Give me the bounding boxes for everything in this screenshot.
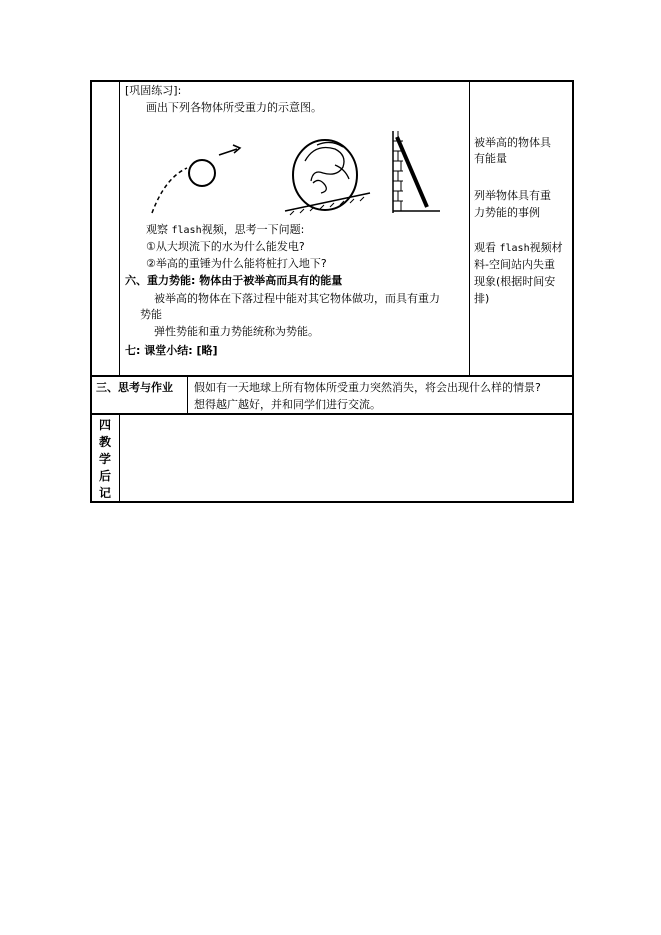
question-2: ②举高的重锤为什么能将桩打入地下? bbox=[146, 257, 327, 270]
reflection-char-4: 后 bbox=[98, 469, 111, 483]
col-divider-left bbox=[119, 80, 120, 376]
observe-prefix: 观察 bbox=[146, 223, 172, 236]
section-6-line-2: 势能 bbox=[140, 308, 162, 321]
observe-flash-word: flash bbox=[171, 225, 202, 236]
section-6-line-3: 弹性势能和重力势能统称为势能。 bbox=[154, 325, 319, 338]
reflection-char-3: 学 bbox=[98, 452, 111, 466]
ladder-bar bbox=[397, 137, 427, 207]
slope-line bbox=[285, 193, 370, 211]
side-note-3-suffix: 视频材 bbox=[529, 241, 563, 254]
table-border-top bbox=[90, 80, 574, 82]
rock-texture bbox=[305, 142, 349, 193]
side-note-3-line-c: 现象(根据时间安 bbox=[474, 275, 556, 288]
col-divider-right bbox=[469, 80, 470, 376]
section-6-title: 六、重力势能: 物体由于被举高而具有的能量 bbox=[125, 274, 343, 287]
reflection-char-1: 四 bbox=[98, 418, 111, 432]
side-note-1-line-b: 有能量 bbox=[474, 152, 507, 165]
side-note-3-prefix: 观看 bbox=[474, 241, 500, 254]
section-7-title: 七: 课堂小结: [略] bbox=[125, 344, 218, 357]
homework-text-line-2: 想得越广越好，并和同学们进行交流。 bbox=[194, 398, 381, 411]
section-6-line-1: 被举高的物体在下落过程中能对其它物体做功，而具有重力 bbox=[154, 292, 440, 305]
exercise-heading: [巩固练习]: bbox=[125, 84, 182, 97]
reflection-char-5: 记 bbox=[98, 486, 111, 500]
side-note-2-line-b: 力势能的事例 bbox=[474, 206, 540, 219]
side-note-3-line-a bbox=[474, 240, 563, 257]
observe-prompt bbox=[146, 222, 304, 239]
exercise-instruction: 画出下列各物体所受重力的示意图。 bbox=[146, 101, 322, 114]
question-1: ①从大坝流下的水为什么能发电? bbox=[146, 240, 305, 253]
homework-text-line-1: 假如有一天地球上所有物体所受重力突然消失，将会出现什么样的情景? bbox=[194, 381, 541, 394]
table-border-right bbox=[572, 80, 574, 503]
col-divider-left-lower bbox=[119, 414, 120, 502]
homework-divider bbox=[187, 375, 188, 414]
trajectory-dashed-path bbox=[152, 168, 187, 213]
row-divider-2 bbox=[90, 413, 574, 415]
ball-shape bbox=[189, 160, 215, 186]
row-divider-1 bbox=[90, 375, 574, 377]
observe-suffix: 视频，思考一下问题: bbox=[201, 223, 305, 236]
ladder-wall-figure bbox=[393, 131, 440, 213]
table-border-left bbox=[90, 80, 92, 503]
side-note-3-flash-word: flash bbox=[499, 243, 530, 254]
homework-label: 三、思考与作业 bbox=[96, 381, 173, 394]
gravity-diagram-illustration bbox=[145, 123, 445, 219]
side-note-1-line-a: 被举高的物体具 bbox=[474, 136, 551, 149]
table-border-bottom bbox=[90, 501, 574, 503]
side-note-3-line-b: 料-空间站内失重 bbox=[474, 258, 555, 271]
side-note-3-line-d: 排) bbox=[474, 292, 490, 305]
rolling-rock-figure bbox=[285, 140, 370, 215]
side-note-2-line-a: 列举物体具有重 bbox=[474, 189, 551, 202]
ball-trajectory-figure bbox=[152, 145, 240, 213]
reflection-char-2: 教 bbox=[98, 435, 111, 449]
